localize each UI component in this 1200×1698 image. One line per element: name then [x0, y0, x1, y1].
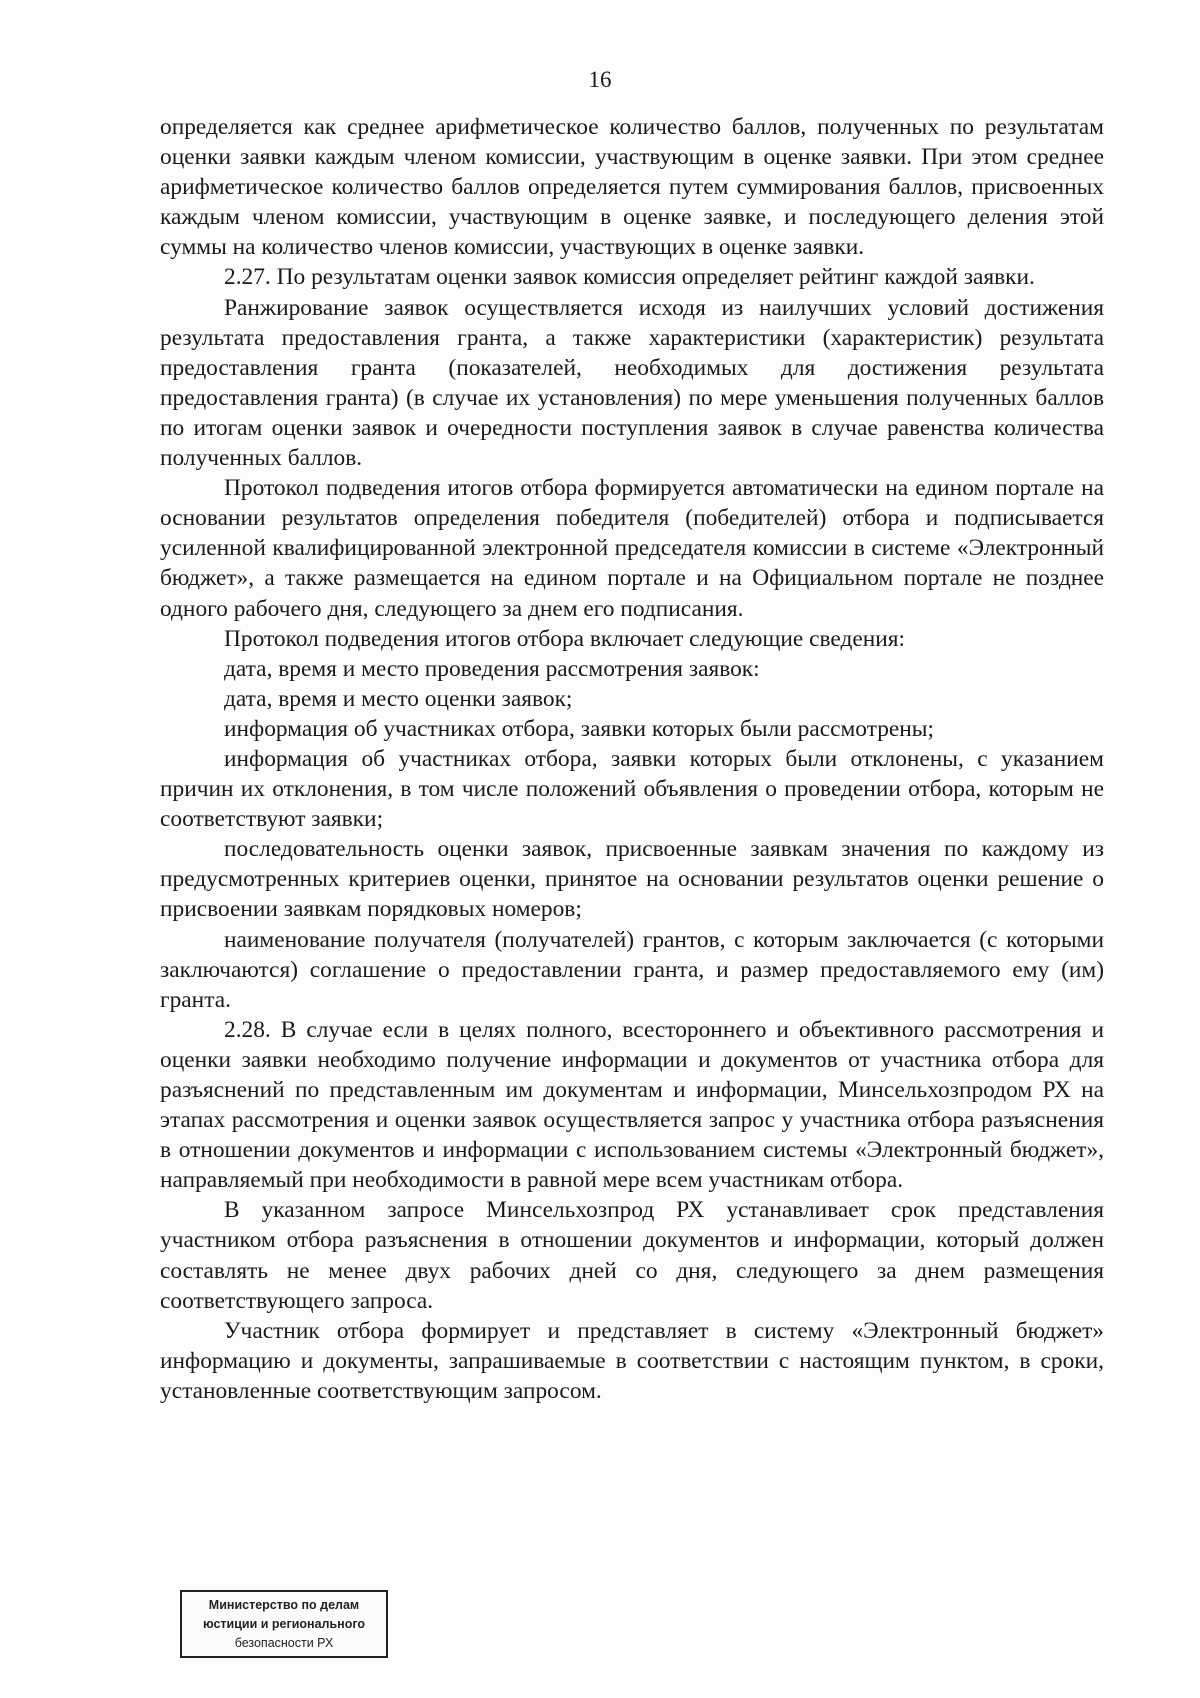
- list-item-evaluation-sequence: последовательность оценки заявок, присвоенные заявкам значения по каждому из предусмотренных критериев оценки, принятое на основании результатов оценки решение о присвоении заявкам порядковых номеров;: [160, 836, 1104, 923]
- list-item-grant-recipient: наименование получателя (получателей) грантов, с которым заключается (с которыми заключаются) соглашение о предоставлении гранта, и размер предоставляемого ему (им) гранта.: [160, 926, 1104, 1013]
- paragraph-ranking: Ранжирование заявок осуществляется исходя из наилучших условий достижения результата предоставления гранта, а также характеристики (характеристик) результата предоставления гранта (показателей, необходимых для достижения результата предоставления гранта) (в случае их установления) по мере уменьшения полученных баллов по итогам оценки заявок и очередности поступления заявок в случае равенства количества полученных баллов.: [160, 294, 1104, 472]
- stamp-line-2: юстиции и регионального: [202, 1617, 366, 1631]
- list-item-date-evaluation: дата, время и место оценки заявок;: [224, 685, 573, 712]
- page-number: 16: [588, 67, 612, 92]
- paragraph-2-28: 2.28. В случае если в целях полного, всестороннего и объективного рассмотрения и оценки заявки необходимо получение информации и документов от участника отбора для разъяснений по представленным им документам и информации, Минсельхозпродом РХ на этапах рассмотрения и оценки заявок осуществляется запрос у участника отбора разъяснения в отношении документов и информации с использованием системы «Электронный бюджет», направляемый при необходимости в равной мере всем участникам отбора.: [160, 1016, 1104, 1194]
- list-item-date-review: дата, время и место проведения рассмотрения заявок:: [224, 655, 760, 682]
- ministry-stamp: [180, 1590, 388, 1658]
- paragraph-protocol: Протокол подведения итогов отбора формируется автоматически на едином портале на основании результатов определения победителя (победителей) отбора и подписывается усиленной квалифицированной электронной председателя комиссии в системе «Электронный бюджет», а также размещается на едином портале и на Официальном портале не позднее одного рабочего дня, следующего за днем его подписания.: [160, 475, 1104, 622]
- stamp-line-3: безопасности РХ: [234, 1636, 334, 1650]
- document-body: [160, 112, 1104, 1406]
- paragraph-participant-submission: Участник отбора формирует и представляет в систему «Электронный бюджет» информацию и документы, запрашиваемые в соответствии с настоящим пунктом, в сроки, установленные соответствующим запросом.: [160, 1317, 1104, 1404]
- paragraph-protocol-contents: Протокол подведения итогов отбора включает следующие сведения:: [224, 625, 906, 652]
- stamp-line-1: Министерство по делам: [208, 1598, 360, 1612]
- paragraph-continuation: определяется как среднее арифметическое количество баллов, полученных по результатам оценки заявки каждым членом комиссии, участвующим в оценке заявки. При этом среднее арифметическое количество баллов определяется путем суммирования баллов, присвоенных каждым членом комиссии, участвующим в оценке заявке, и последующего деления этой суммы на количество членов комиссии, участвующих в оценке заявки.: [160, 114, 1104, 261]
- paragraph-request-deadline: В указанном запросе Минсельхозпрод РХ устанавливает срок представления участником отбора разъяснения в отношении документов и информации, который должен составлять не менее двух рабочих дней со дня, следующего за днем размещения соответствующего запроса.: [160, 1197, 1104, 1314]
- paragraph-2-27: 2.27. По результатам оценки заявок комиссия определяет рейтинг каждой заявки.: [224, 264, 1035, 291]
- list-item-rejected-participants: информация об участниках отбора, заявки которых были отклонены, с указанием причин их отклонения, в том числе положений объявления о проведении отбора, которым не соответствуют заявки;: [160, 745, 1104, 833]
- list-item-reviewed-participants: информация об участниках отбора, заявки которых были рассмотрены;: [224, 715, 935, 742]
